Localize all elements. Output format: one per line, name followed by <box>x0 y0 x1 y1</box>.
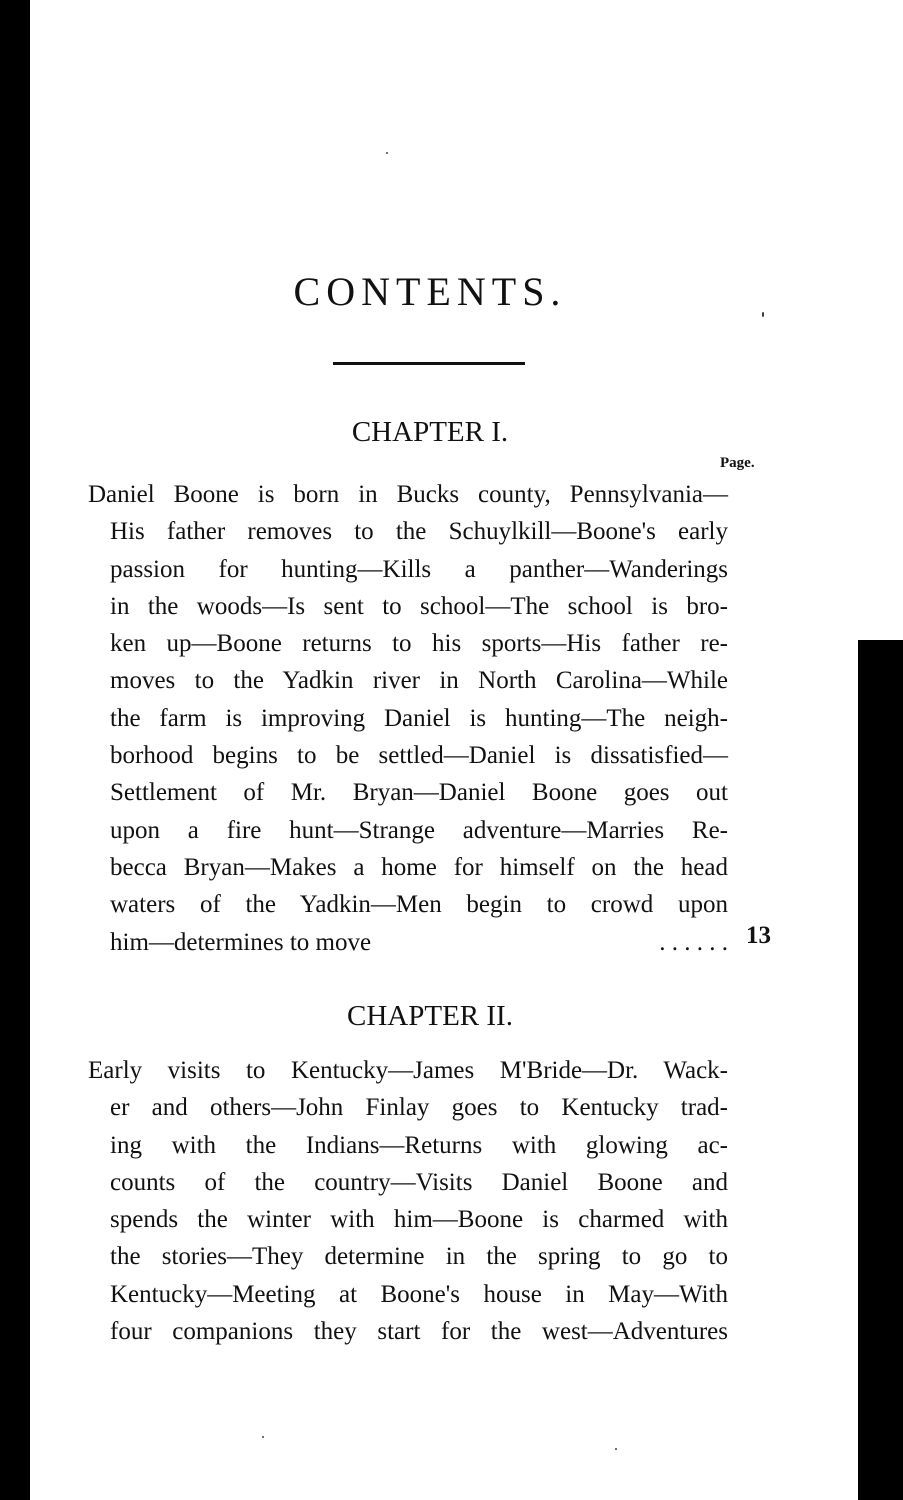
chapter-1-heading: CHAPTER I. <box>351 416 509 448</box>
summary-line: the farm is improving Daniel is hunting—The neigh- <box>110 704 728 732</box>
scan-speck <box>615 1448 617 1450</box>
summary-line: ken up—Boone returns to his sports—His father re- <box>110 630 728 658</box>
summary-line: Early visits to Kentucky—James M'Bride—Dr. Wack- <box>88 1057 728 1084</box>
summary-line: him—determines to move <box>110 928 372 956</box>
summary-line: ing with the Indians—Returns with glowing ac- <box>110 1131 728 1159</box>
dot-leaders: . . . . . . <box>659 928 728 956</box>
summary-line: counts of the country—Visits Daniel Boone and <box>110 1168 728 1196</box>
page-title: CONTENTS. <box>293 269 567 314</box>
summary-line: the stories—They determine in the spring to go to <box>110 1243 728 1271</box>
summary-line: er and others—John Finlay goes to Kentucky trad- <box>110 1094 728 1122</box>
summary-line: borhood begins to be settled—Daniel is dissatisfied— <box>110 742 728 770</box>
scan-left-edge <box>0 0 30 1500</box>
title-rule <box>333 362 525 365</box>
chapter-2-heading: CHAPTER II. <box>347 1000 513 1032</box>
summary-line: becca Bryan—Makes a home for himself on the head <box>110 853 728 881</box>
summary-line: upon a fire hunt—Strange adventure—Marries Re- <box>110 816 728 844</box>
scan-speck <box>386 152 388 154</box>
summary-line: passion for hunting—Kills a panther—Wanderings <box>110 555 728 583</box>
summary-line: His father removes to the Schuylkill—Boone's early <box>110 518 728 546</box>
summary-line: moves to the Yadkin river in North Carolina—While <box>110 667 728 695</box>
summary-line: spends the winter with him—Boone is charmed with <box>110 1206 728 1234</box>
summary-line: in the woods—Is sent to school—The school is bro- <box>110 592 728 620</box>
page-column-label: Page. <box>720 455 755 471</box>
summary-line: Settlement of Mr. Bryan—Daniel Boone goes out <box>110 779 728 807</box>
summary-line: Daniel Boone is born in Bucks county, Pennsylvania— <box>88 481 728 508</box>
summary-line: four companions they start for the west—Adventures <box>110 1318 728 1346</box>
chapter-1-summary <box>88 476 728 961</box>
scan-right-edge <box>858 640 903 1500</box>
chapter-2-summary <box>88 1052 728 1350</box>
summary-line: waters of the Yadkin—Men begin to crowd upon <box>110 891 728 919</box>
summary-last-line <box>88 924 728 961</box>
summary-line: Kentucky—Meeting at Boone's house in May—With <box>110 1280 728 1308</box>
chapter-1-page-number: 13 <box>746 922 771 949</box>
scan-speck <box>262 1436 264 1438</box>
